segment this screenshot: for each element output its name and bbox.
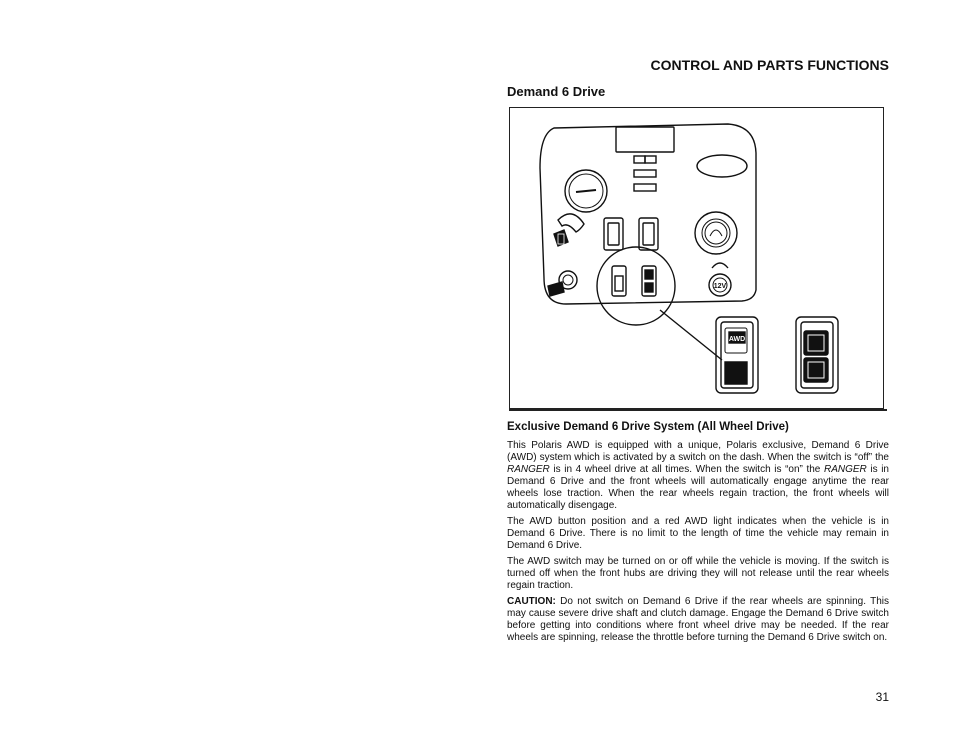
hour-meter-oval (697, 155, 747, 177)
paragraph-awd-switch: The AWD switch may be turned on or off while the vehicle is moving. If the switch is turned off when the front hubs are driving they will not release until the rear wheels regain traction. (507, 556, 889, 591)
caution-label: CAUTION: (507, 596, 556, 608)
12v-outlet-label: 12V (713, 283, 727, 290)
leader-line (660, 310, 722, 360)
awd-switch-label: AWD (728, 336, 746, 343)
outlet-cap (712, 263, 728, 268)
paragraph-caution: CAUTION: Do not switch on Demand 6 Drive if the rear wheels are spinning. This may cause severe drive shaft and clutch damage. Engage the Demand 6 Drive switch before getting into conditions where front wheel drive may be needed. If the rear wheels are spinning, release the throttle before turning the Demand 6 Drive switch on. (507, 596, 889, 644)
dashboard-drawing (510, 108, 883, 408)
paragraph-awd-intro: This Polaris AWD is equipped with a unique, Polaris exclusive, Demand 6 Drive (AWD) system which is activated by a switch on the dash. When the switch is “off” the RANGER is in 4 wheel drive at all times. When the switch is “on” the RANGER is in Demand 6 Drive and the front wheels will automatically engage anytime the rear wheels lose traction. When the rear wheels regain traction, the front wheels will automatically disengage. (507, 440, 889, 511)
indicator-light-3 (634, 170, 656, 177)
display-slot (616, 127, 674, 152)
figure-underline (509, 409, 887, 411)
section-title: CONTROL AND PARTS FUNCTIONS (650, 57, 889, 73)
page-number: 31 (875, 690, 889, 704)
indicator-light-1 (634, 156, 645, 163)
indicator-light-2 (645, 156, 656, 163)
indicator-light-4 (634, 184, 656, 191)
sub-heading: Demand 6 Drive (507, 84, 606, 99)
ignition-bezel (558, 214, 584, 232)
body-text (507, 440, 889, 649)
dashboard-illustration (509, 107, 884, 409)
body-heading: Exclusive Demand 6 Drive System (All Wheel Drive) (507, 421, 789, 433)
light-switch-knob (695, 212, 737, 254)
paragraph-awd-light: The AWD button position and a red AWD light indicates when the vehicle is in Demand 6 Drive. There is no limit to the length of time the vehicle may remain in Demand 6 Drive. (507, 515, 889, 551)
